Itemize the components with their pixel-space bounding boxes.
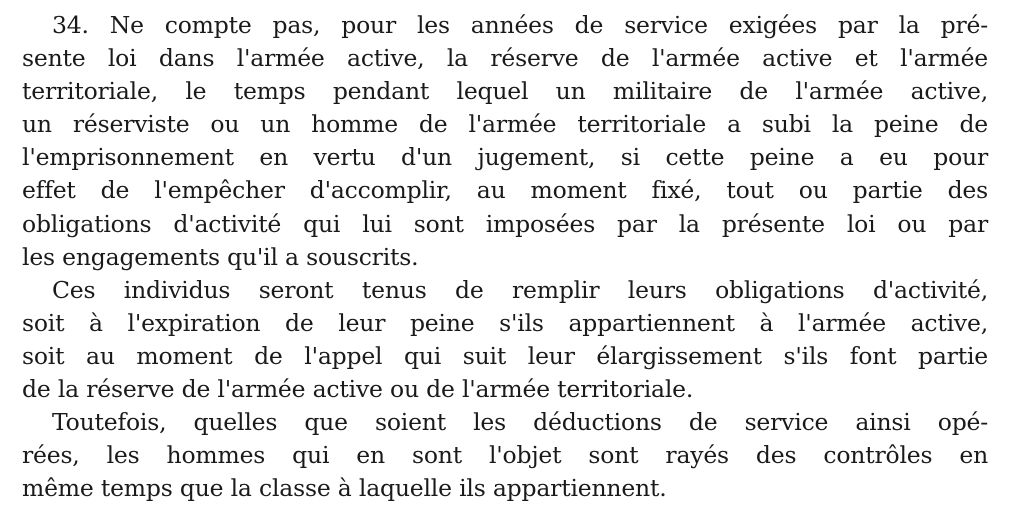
article-text [22, 9, 988, 505]
page-bottom-edge [0, 520, 1017, 529]
paragraph-1-line-7: obligations d'activité qui lui sont imposées par la présente loi ou par [22, 209, 988, 238]
paragraph-2-line-3: soit au moment de l'appel qui suit leur élargissement s'ils font partie [22, 341, 988, 370]
paragraph-1-line-5: l'emprisonnement en vertu d'un jugement, si cette peine a eu pour [22, 143, 988, 172]
paragraph-1-line-1: 34. Ne compte pas, pour les années de service exigées par la pré- [52, 11, 988, 39]
paragraph-2-line-2: soit à l'expiration de leur peine s'ils appartiennent à l'armée active, [22, 308, 988, 337]
paragraph-3-line-2: rées, les hommes qui en sont l'objet sont rayés des contrôles en [22, 441, 988, 470]
paragraph-1-line-3: territoriale, le temps pendant lequel un militaire de l'armée active, [22, 77, 988, 106]
paragraph-2-line-4: de la réserve de l'armée active ou de l'armée territoriale. [22, 375, 694, 404]
paragraph-3-line-1: Toutefois, quelles que soient les déductions de service ainsi opé- [52, 408, 988, 437]
paragraph-1-line-4: un réserviste ou un homme de l'armée territoriale a subi la peine de [22, 110, 988, 139]
paragraph-1-line-8: les engagements qu'il a souscrits. [22, 242, 419, 271]
paragraph-1-line-2: sente loi dans l'armée active, la réserve de l'armée active et l'armée [22, 44, 988, 73]
paragraph-1-line-6: effet de l'empêcher d'accomplir, au moment fixé, tout ou partie des [22, 176, 988, 205]
paragraph-3-line-3: même temps que la classe à laquelle ils appartiennent. [22, 474, 667, 503]
paragraph-2-line-1: Ces individus seront tenus de remplir leurs obligations d'activité, [52, 275, 988, 304]
